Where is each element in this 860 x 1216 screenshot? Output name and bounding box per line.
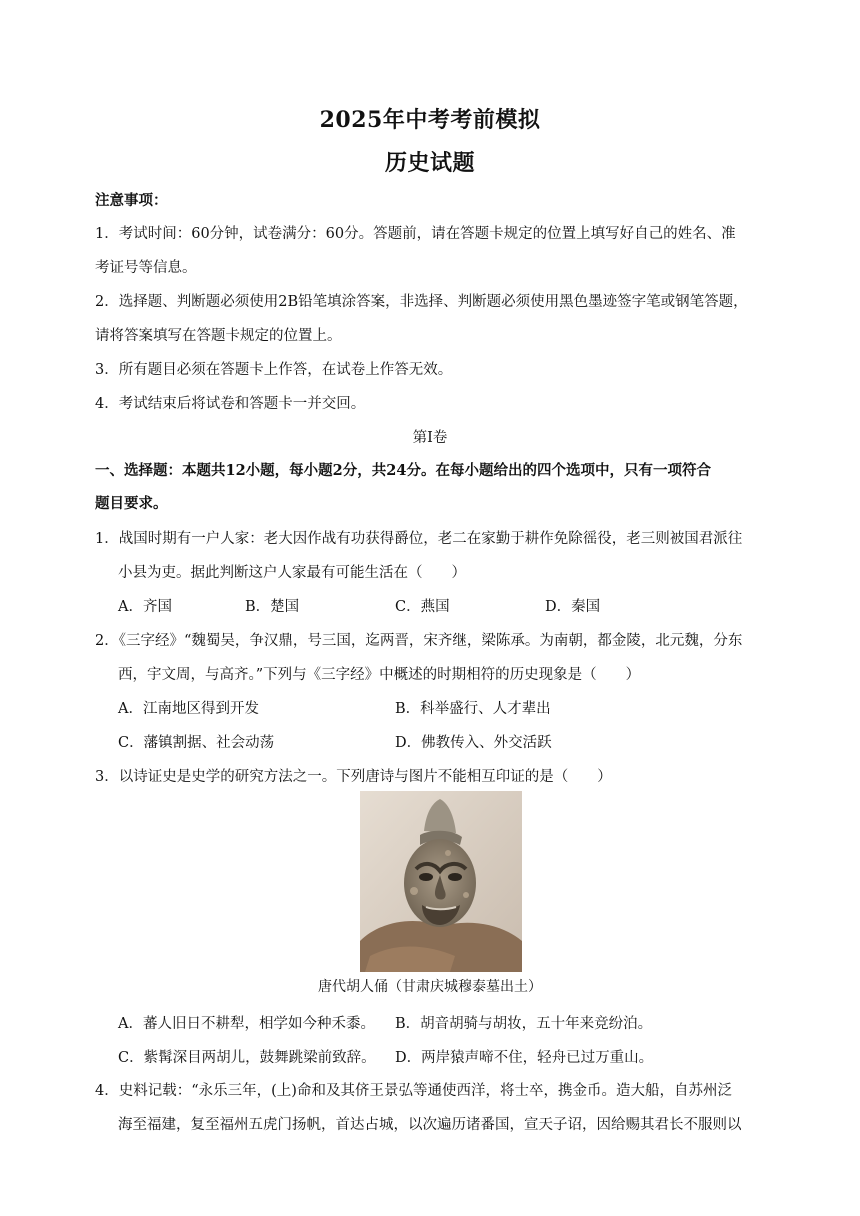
question-2-option-c: C．藩镇割据、社会动荡 <box>118 735 275 751</box>
question-3-option-a: A．蕃人旧日不耕犁，相学如今种禾黍。 <box>118 1016 375 1032</box>
question-1-stem: 小县为吏。据此判断这户人家最有可能生活在（ ） <box>118 565 466 581</box>
note-line: 3．所有题目必须在答题卡上作答，在试卷上作答无效。 <box>95 362 453 378</box>
note-line: 1．考试时间：60分钟，试卷满分：60分。答题前，请在答题卡规定的位置上填写好自己的姓名、准 <box>95 226 736 242</box>
section-instruction: 一、选择题：本题共12小题，每小题2分，共24分。在每小题给出的四个选项中，只有一项符合 <box>95 462 711 479</box>
section-label: 第Ⅰ卷 <box>412 430 448 446</box>
question-1-option-d: D．秦国 <box>545 599 601 615</box>
question-3-stem: 3．以诗证史是史学的研究方法之一。下列唐诗与图片不能相互印证的是（ ） <box>95 769 612 785</box>
exam-title: 2025年中考考前模拟 <box>319 107 541 133</box>
note-line: 考证号等信息。 <box>95 260 197 276</box>
note-line: 4．考试结束后将试卷和答题卡一并交回。 <box>95 396 366 412</box>
question-2-option-d: D．佛教传入、外交活跃 <box>395 735 552 751</box>
question-1-option-c: C．燕国 <box>395 599 450 615</box>
question-3-option-d: D．两岸猿声啼不住，轻舟已过万重山。 <box>395 1050 654 1066</box>
question-2-option-b: B．科举盛行、人才辈出 <box>395 701 551 717</box>
tang-figurine-photo <box>360 791 522 972</box>
question-2-option-a: A．江南地区得到开发 <box>118 701 259 717</box>
question-3-option-b: B．胡音胡骑与胡妆，五十年来竞纷泊。 <box>395 1016 653 1032</box>
exam-subject-title: 历史试题 <box>384 150 475 176</box>
note-line: 请将答案填写在答题卡规定的位置上。 <box>95 328 342 344</box>
figure-caption: 唐代胡人俑（甘肃庆城穆泰墓出土） <box>318 979 542 995</box>
question-2-stem: 2．《三字经》“魏蜀吴，争汉鼎，号三国，迄两晋，宋齐继，梁陈承。为南朝，都金陵，北元魏，分东 <box>95 633 743 649</box>
question-2-stem: 西，宇文周，与高齐。”下列与《三字经》中概述的时期相符的历史现象是（ ） <box>118 667 641 683</box>
question-3-option-c: C．紫髯深目两胡儿，鼓舞跳梁前致辞。 <box>118 1050 376 1066</box>
question-1-option-a: A．齐国 <box>118 599 172 615</box>
notes-heading: 注意事项： <box>95 192 168 209</box>
note-line: 2．选择题、判断题必须使用2B铅笔填涂答案，非选择、判断题必须使用黑色墨迹签字笔或钢笔答题， <box>95 294 748 310</box>
question-1-stem: 1．战国时期有一户人家：老大因作战有功获得爵位，老二在家勤于耕作免除徭役，老三则被国君派往 <box>95 531 743 547</box>
question-4-stem: 海至福建，复至福州五虎门扬帆，首达占城，以次遍历诸番国，宣天子诏，因给赐其君长不服则以 <box>118 1117 742 1133</box>
question-4-stem: 4．史料记载：“永乐三年，(上)命和及其侪王景弘等通使西洋，将士卒，携金币。造大船，自苏州泛 <box>95 1083 732 1099</box>
question-1-option-b: B．楚国 <box>245 599 300 615</box>
section-instruction: 题目要求。 <box>95 495 168 512</box>
